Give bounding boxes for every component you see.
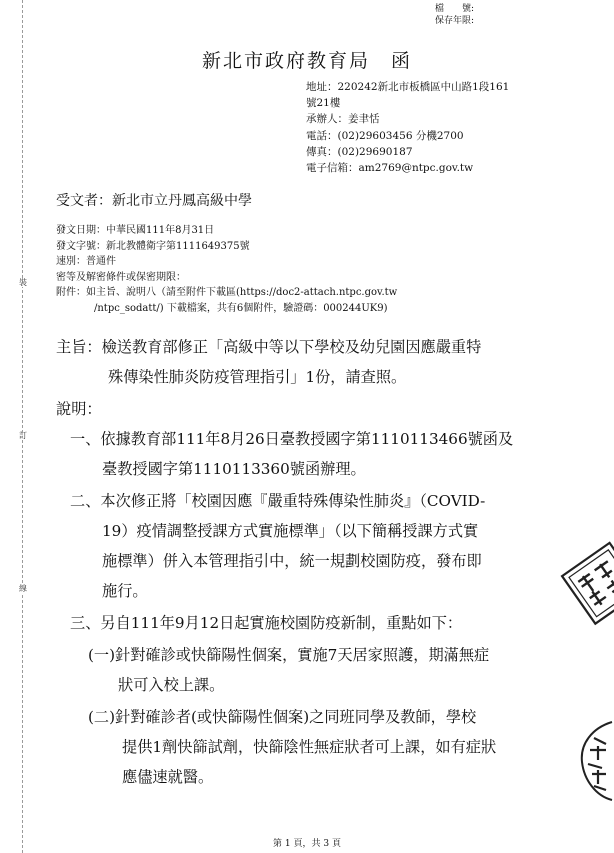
item-2-line-4: 施行。 (102, 582, 148, 600)
attachment-line-2: /ntpc_sodatt/) 下載檔案，共有6個附件，驗證碼：000244UK9) (94, 302, 388, 314)
archive-info (435, 3, 474, 27)
handler: 承辦人：姜聿恬 (306, 113, 380, 126)
recipient: 受文者：新北市立丹鳳高級中學 (56, 193, 252, 209)
secrecy-level: 密等及解密條件或保密期限： (56, 271, 186, 283)
subitem-2-line-3: 應儘速就醫。 (122, 768, 214, 786)
binding-mark-bottom: 線 (19, 584, 27, 593)
item-3-line-1: 三、另自111年9月12日起實施校園防疫新制，重點如下： (70, 614, 463, 632)
fax: 傳真：(02)29690187 (306, 145, 413, 158)
attachment-line-1: 附件：如主旨、說明八（請至附件下載區(https://doc2-attach.ntpc.gov.tw (56, 287, 398, 299)
page-number: 第 1 頁，共 3 頁 (273, 839, 341, 849)
subitem-2-line-1: (二)針對確診者(或快篩陽性個案)之同班同學及教師，學校 (88, 708, 477, 726)
subitem-2-line-2: 提供1劑快篩試劑，快篩陰性無症狀者可上課，如有症狀 (122, 738, 497, 756)
retention-label: 保存年限: (434, 16, 474, 26)
contact-block (306, 79, 509, 176)
subitem-1-line-2: 狀可入校上課。 (118, 676, 225, 694)
item-2-line-3: 施標準）併入本管理指引中，統一規劃校園防疫，發布即 (102, 552, 482, 570)
subject-line-1: 主旨：檢送教育部修正「高級中等以下學校及幼兒園因應嚴重特 (56, 338, 482, 356)
address-line-2: 號21樓 (306, 97, 341, 110)
item-2-line-2: 19）疫情調整授課方式實施標準」（以下簡稱授課方式實 (102, 522, 479, 540)
binding-mark-top: 裝 (19, 278, 27, 287)
issue-date: 發文日期：中華民國111年8月31日 (56, 225, 215, 236)
subitem-1-line-1: (一)針對確診或快篩陽性個案，實施7天居家照護，期滿無症 (88, 646, 490, 664)
document-title: 新北市政府教育局 函 (201, 50, 412, 72)
document-meta (56, 223, 397, 317)
item-1-line-2: 臺教授國字第1110113360號函辦理。 (102, 460, 366, 478)
item-1-line-1: 一、依據教育部111年8月26日臺教授國字第1110113466號函及 (70, 430, 514, 448)
subject-line-2: 殊傳染性肺炎防疫管理指引」1份，請查照。 (108, 368, 407, 386)
email: 電子信箱：am2769@ntpc.gov.tw (306, 162, 474, 175)
binding-line (22, 0, 23, 853)
file-number-label: 檔 號: (434, 4, 474, 14)
item-2-line-1: 二、本次修正將「校園因應『嚴重特殊傳染性肺炎』（COVID- (70, 492, 486, 510)
document-number: 發文字號：新北教體衛字第1111649375號 (56, 240, 250, 252)
address-line-1: 地址：220242新北市板橋區中山路1段161 (306, 81, 510, 93)
phone: 電話：(02)29603456 分機2700 (306, 129, 464, 142)
official-stamp-lower (572, 718, 614, 804)
official-stamp-upper (560, 540, 614, 630)
explanation-label: 說明： (56, 400, 102, 418)
delivery-speed: 速別：普通件 (56, 256, 116, 268)
binding-mark-middle: 訂 (19, 431, 27, 440)
